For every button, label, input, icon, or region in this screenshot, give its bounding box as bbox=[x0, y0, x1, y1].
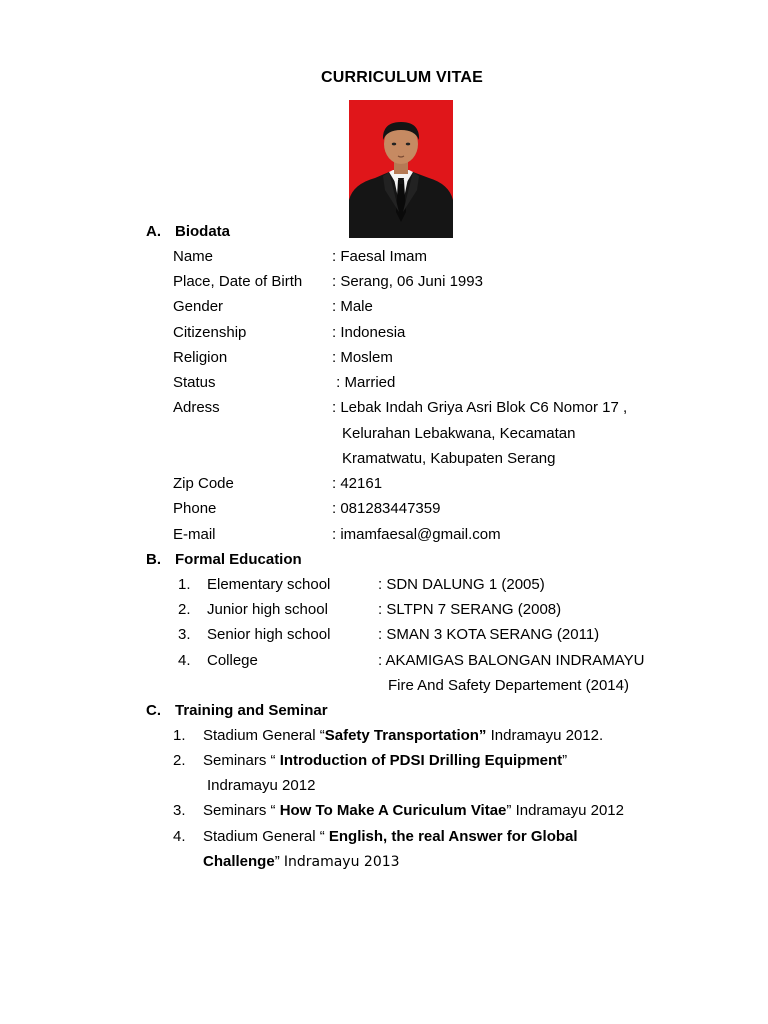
training-text bbox=[203, 853, 400, 871]
field-label: Name bbox=[173, 248, 214, 265]
field-label: E-mail bbox=[173, 526, 216, 543]
training-prefix: Stadium General “ bbox=[203, 727, 325, 744]
field-value: : Moslem bbox=[332, 349, 393, 366]
field-value: : Married bbox=[332, 374, 396, 391]
training-prefix: Seminars “ bbox=[203, 752, 280, 769]
field-value: : 42161 bbox=[332, 475, 383, 492]
field-label: Zip Code bbox=[173, 475, 234, 492]
training-text bbox=[203, 828, 578, 846]
item-number: 4. bbox=[178, 652, 191, 669]
item-number: 2. bbox=[178, 601, 191, 618]
profile-photo bbox=[349, 100, 453, 238]
training-title: How To Make A Curiculum Vitae bbox=[279, 802, 507, 819]
education-school: : SDN DALUNG 1 (2005) bbox=[378, 576, 545, 593]
portrait-image bbox=[349, 100, 453, 238]
education-school: : SLTPN 7 SERANG (2008) bbox=[378, 601, 562, 618]
training-text bbox=[203, 727, 603, 745]
education-school-detail: Fire And Safety Departement (2014) bbox=[388, 677, 629, 694]
page-title: CURRICULUM VITAE bbox=[320, 69, 483, 86]
field-value: : Indonesia bbox=[332, 324, 406, 341]
item-number: 3. bbox=[178, 626, 191, 643]
field-value: Kelurahan Lebakwana, Kecamatan bbox=[342, 425, 576, 442]
field-value: Kramatwatu, Kabupaten Serang bbox=[342, 450, 556, 467]
field-label: Gender bbox=[173, 298, 224, 315]
item-number: 1. bbox=[173, 727, 186, 744]
field-label: Place, Date of Birth bbox=[173, 273, 303, 290]
field-value: : Lebak Indah Griya Asri Blok C6 Nomor 17 , bbox=[332, 399, 628, 416]
training-text bbox=[203, 752, 567, 770]
education-level: Elementary school bbox=[207, 576, 331, 593]
field-value: : Male bbox=[332, 298, 373, 315]
section-title: Formal Education bbox=[175, 551, 302, 568]
field-label: Adress bbox=[173, 399, 220, 416]
section-letter: B. bbox=[146, 551, 161, 568]
training-text bbox=[203, 802, 624, 820]
training-suffix: ” Indramayu 2012 bbox=[506, 802, 624, 819]
field-label: Status bbox=[173, 374, 216, 391]
training-location: Indramayu 2013 bbox=[283, 854, 400, 870]
section-letter: A. bbox=[146, 223, 161, 240]
training-suffix: Indramayu 2012. bbox=[486, 727, 604, 744]
section-title: Biodata bbox=[175, 223, 231, 240]
training-prefix: Stadium General “ bbox=[203, 828, 329, 845]
education-school: : AKAMIGAS BALONGAN INDRAMAYU bbox=[378, 652, 645, 669]
education-level: Junior high school bbox=[207, 601, 328, 618]
training-prefix: Seminars “ bbox=[203, 802, 280, 819]
section-title: Training and Seminar bbox=[175, 702, 328, 719]
field-label: Phone bbox=[173, 500, 217, 517]
training-title: Challenge bbox=[203, 853, 275, 870]
training-suffix: ” bbox=[274, 853, 284, 870]
field-label: Religion bbox=[173, 349, 228, 366]
education-level: Senior high school bbox=[207, 626, 331, 643]
training-location: Indramayu 2012 bbox=[207, 777, 316, 794]
training-title: Safety Transportation” bbox=[324, 727, 487, 744]
training-title: English, the real Answer for Global bbox=[328, 828, 578, 845]
training-suffix: ” bbox=[562, 752, 568, 769]
field-value: : imamfaesal@gmail.com bbox=[332, 526, 501, 543]
item-number: 2. bbox=[173, 752, 186, 769]
education-level: College bbox=[207, 652, 258, 669]
field-label: Citizenship bbox=[173, 324, 247, 341]
education-school: : SMAN 3 KOTA SERANG (2011) bbox=[378, 626, 600, 643]
field-value: : Serang, 06 Juni 1993 bbox=[332, 273, 483, 290]
item-number: 1. bbox=[178, 576, 191, 593]
section-letter: C. bbox=[146, 702, 161, 719]
item-number: 3. bbox=[173, 802, 186, 819]
item-number: 4. bbox=[173, 828, 186, 845]
field-value: : Faesal Imam bbox=[332, 248, 428, 265]
field-value: : 081283447359 bbox=[332, 500, 441, 517]
training-title: Introduction of PDSI Drilling Equipment bbox=[279, 752, 563, 769]
